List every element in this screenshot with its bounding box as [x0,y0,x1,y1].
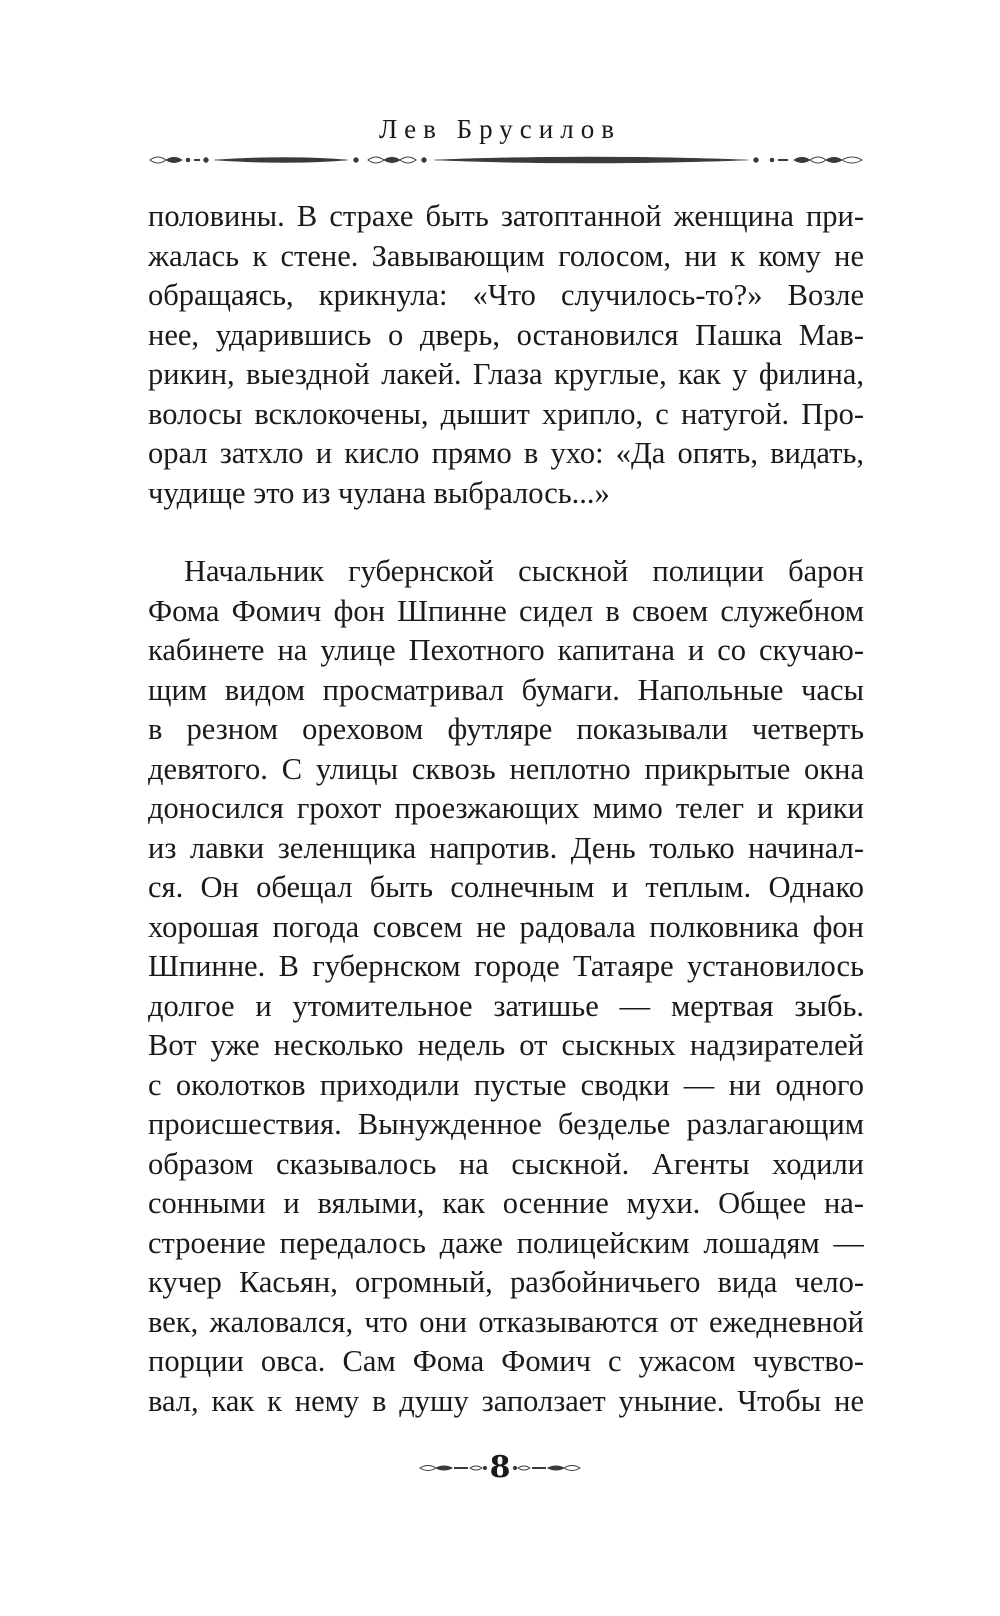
paragraph-new-section [148,552,864,1421]
text-line: орал затхло и кисло прямо в ухо: «Да опять, видать, [148,436,864,470]
text-line: из лавки зеленщика напротив. День только начинал- [148,830,864,865]
text-line: девятого. С улицы сквозь неплотно прикрытые окна [148,751,864,786]
footer-ornament-right [512,1460,582,1476]
text-line: Фома Фомич фон Шпинне сидел в своем служебном [148,593,864,628]
text-line: век, жаловался, что они отказываются от ежедневной [148,1304,864,1339]
body-text [148,197,864,1421]
text-line: чудище это из чулана выбралось...» [148,475,610,510]
text-line: долгое и утомительное затишье — мертвая зыбь. [148,988,864,1023]
page-footer [0,1448,1000,1488]
text-line: Вот уже несколько недель от сыскных надзирателей [148,1028,864,1062]
text-line: нее, ударившись о дверь, остановился Пашка Мав- [148,317,864,352]
header-ornament-divider [148,150,864,170]
text-line: строение передалось даже полицейским лошадям — [148,1225,864,1260]
text-line: с околотков приходили пустые сводки — ни одного [148,1067,864,1102]
text-line: щим видом просматривал бумаги. Напольные часы [148,672,864,707]
text-line: происшествия. Вынужденное безделье разлагающим [148,1107,864,1141]
page-number: 8 [489,1450,511,1485]
text-line: жалась к стене. Завывающим голосом, ни к кому не [148,238,864,273]
text-line: обращаясь, крикнула: «Что случилось-то?» Возле [148,278,864,312]
text-line: образом сказывалось на сыскной. Агенты ходили [148,1146,864,1181]
text-line: Начальник губернской сыскной полиции барон [184,554,864,588]
text-line: вал, как к нему в душу заползает уныние. Чтобы не [148,1383,864,1418]
text-line: кучер Касьян, огромный, разбойничьего вида чело- [148,1265,864,1299]
text-line: Шпинне. В губернском городе Татаяре установилось [148,949,864,983]
text-line: половины. В страхе быть затоптанной женщина при- [148,199,864,233]
text-line: хорошая погода совсем не радовала полковника фон [148,909,864,944]
text-line: кабинете на улице Пехотного капитана и со скучаю- [148,633,864,667]
text-line: волосы всклокочены, дышит хрипло, с натугой. Про- [148,396,864,431]
text-line: сонными и вялыми, как осенние мухи. Общее на- [148,1186,864,1220]
paragraph-continued [148,197,864,513]
text-line: ся. Он обещал быть солнечным и теплым. Однако [148,870,864,904]
text-line: порции овса. Сам Фома Фомич с ужасом чувство- [148,1344,864,1378]
text-line: рикин, выездной лакей. Глаза круглые, как у филина, [148,357,864,391]
running-head-author: Лев Брусилов [379,114,621,144]
text-line: в резном ореховом футляре показывали четверть [148,712,864,746]
text-line: доносился грохот проезжающих мимо телег и крики [148,791,864,825]
